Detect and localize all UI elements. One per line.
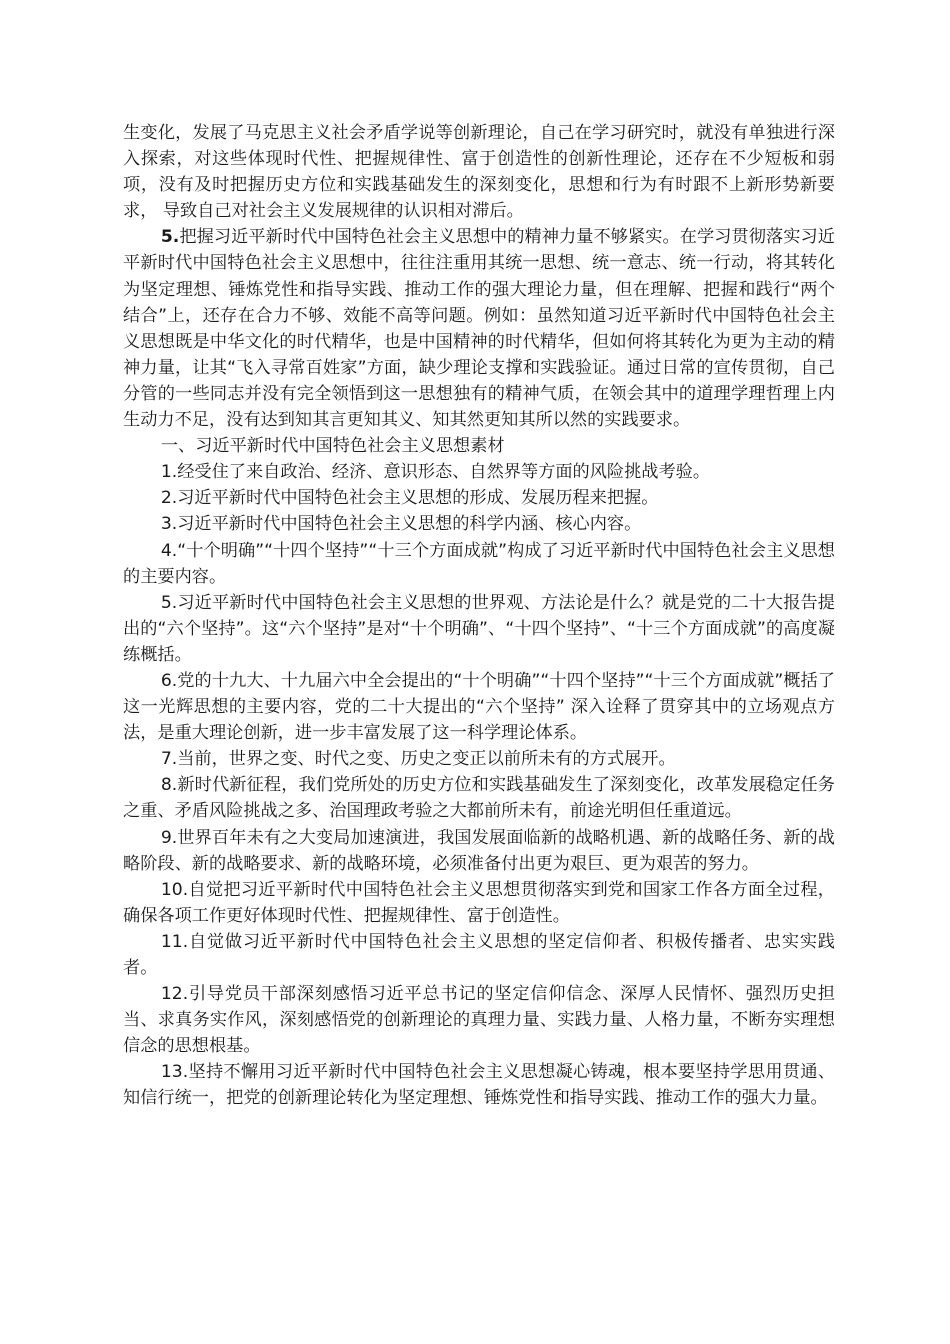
- point-5-text: 把握习近平新时代中国特色社会主义思想中的精神力量不够紧实。在学习贯彻落实习近平新时代中国特色社会主义思想中，往往注重用其统一思想、统一意志、统一行动，将其转化为坚定理想、锤炼党性和指导实践、推动工作的强大理论力量，但在理解、把握和践行“两个结合”上，还存在合力不够、效能不高等问题。例如：虽然知道习近平新时代中国特色社会主义思想既是中华文化的时代精华，也是中国精神的时代精华，但如何将其转化为更为主动的精神力量，让其“飞入寻常百姓家”方面，缺少理论支撑和实践验证。通过日常的宣传贯彻，自己分管的一些同志并没有完全领悟到这一思想独有的精神气质，在领会其中的道理学理哲理上内生动力不足，没有达到知其言更知其义、知其然更知其所以然的实践要求。: [123, 227, 835, 431]
- list-item-12: 12.引导党员干部深刻感悟习近平总书记的坚定信仰信念、深厚人民情怀、强烈历史担当、求真务实作风，深刻感悟党的创新理论的真理力量、实践力量、人格力量，不断夯实理想信念的思想根基。: [123, 984, 835, 1057]
- list-item-13: 13.坚持不懈用习近平新时代中国特色社会主义思想凝心铸魂，根本要坚持学思用贯通、知信行统一，把党的创新理论转化为坚定理想、锤炼党性和指导实践、推动工作的强大力量。: [123, 1062, 835, 1109]
- point-5-number: 5.: [160, 227, 180, 248]
- paragraph-continuation: 生变化，发展了马克思主义社会矛盾学说等创新理论，自己在学习研究时，就没有单独进行深入探索，对这些体现时代性、把握规律性、富于创造性的创新性理论，还存在不少短板和弱项，没有及时把握历史方位和实践基础发生的深刻变化，思想和行为有时跟不上新形势新要求， 导致自己对社会主义发展规律的认识相对滞后。: [123, 123, 835, 222]
- section-heading: 一、习近平新时代中国特色社会主义思想素材: [160, 436, 505, 457]
- list-item-10: 10.自觉把习近平新时代中国特色社会主义思想贯彻落实到党和国家工作各方面全过程，确保各项工作更好体现时代性、把握规律性、富于创造性。: [123, 879, 835, 926]
- list-item-1: 1.经受住了来自政治、经济、意识形态、自然界等方面的风险挑战考验。: [160, 462, 711, 483]
- paragraph-point-5: [123, 224, 835, 433]
- list-item-7: 7.当前，世界之变、时代之变、历史之变正以前所未有的方式展开。: [160, 749, 676, 770]
- document-page: [123, 120, 835, 1112]
- list-item-2: 2.习近平新时代中国特色社会主义思想的形成、发展历程来把握。: [160, 488, 659, 509]
- list-item-6: 6.党的十九大、十九届六中全会提出的“十个明确”“十四个坚持”“十三个方面成就”概括了这一光辉思想的主要内容，党的二十大提出的“六个坚持” 深入诠释了贯穿其中的立场观点方法，是重大理论创新，进一步丰富发展了这一科学理论体系。: [123, 670, 835, 744]
- list-item-9: 9.世界百年未有之大变局加速演进，我国发展面临新的战略机遇、新的战略任务、新的战略阶段、新的战略要求、新的战略环境，必须准备付出更为艰巨、更为艰苦的努力。: [123, 827, 835, 874]
- list-item-5: 5.习近平新时代中国特色社会主义思想的世界观、方法论是什么？就是党的二十大报告提出的“六个坚持”。这“六个坚持”是对“十个明确”、“十四个坚持”、“十三个方面成就”的高度凝练概括。: [123, 592, 835, 665]
- list-item-11: 11.自觉做习近平新时代中国特色社会主义思想的坚定信仰者、积极传播者、忠实实践者。: [123, 931, 835, 978]
- list-item-4: 4.“十个明确”“十四个坚持”“十三个方面成就”构成了习近平新时代中国特色社会主义思想的主要内容。: [123, 540, 835, 587]
- list-item-8: 8.新时代新征程，我们党所处的历史方位和实践基础发生了深刻变化，改革发展稳定任务之重、矛盾风险挑战之多、治国理政考验之大都前所未有，前途光明但任重道远。: [123, 775, 835, 822]
- list-item-3: 3.习近平新时代中国特色社会主义思想的科学内涵、核心内容。: [160, 514, 642, 535]
